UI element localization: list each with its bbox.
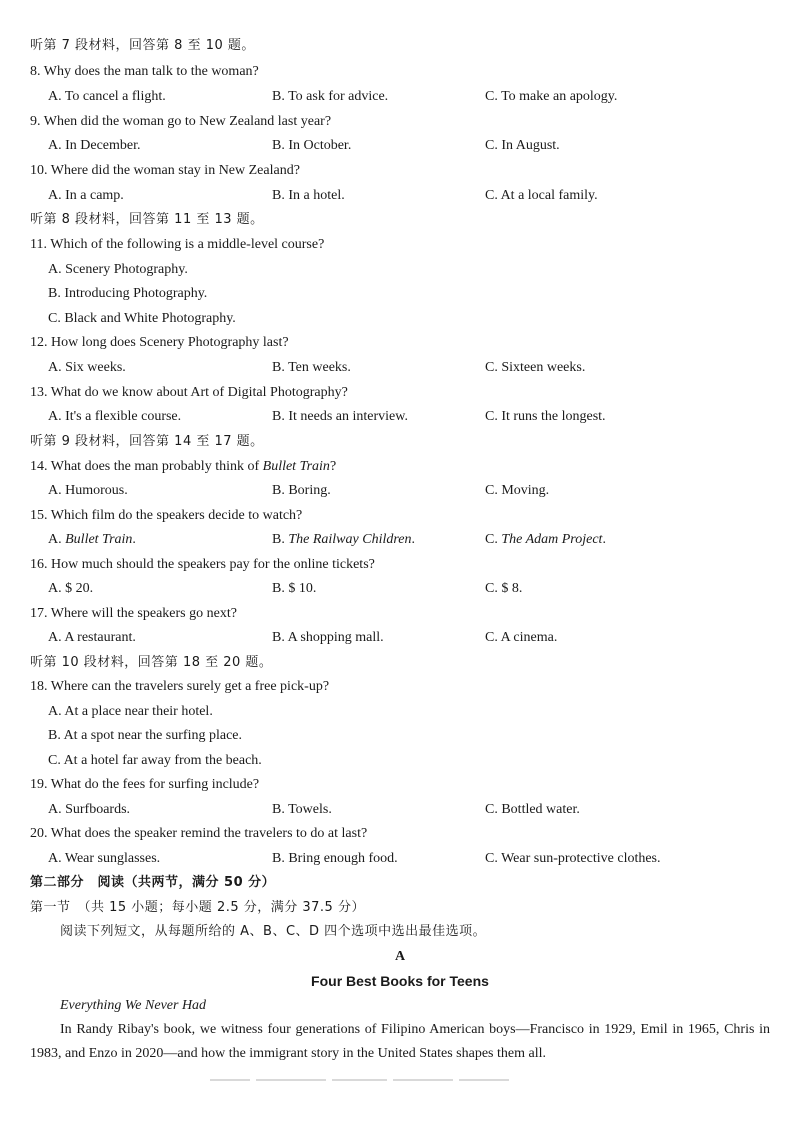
option-c: C. At a hotel far away from the beach. [48, 753, 262, 768]
option-punct: . [411, 532, 415, 547]
option-c: C. It runs the longest. [485, 409, 606, 424]
option-a [48, 528, 136, 552]
option-row [48, 134, 788, 158]
option-punct: . [602, 532, 606, 547]
option-c [485, 528, 606, 552]
section-header: 听第 9 段材料，回答第 14 至 17 题。 [30, 434, 264, 449]
question-stem [30, 455, 336, 479]
option-b: B. Towels. [272, 802, 332, 817]
option-b: B. Introducing Photography. [48, 286, 208, 301]
option-row [48, 798, 788, 822]
question-stem: 8. Why does the man talk to the woman? [30, 64, 259, 79]
question-stem: 12. How long does Scenery Photography last? [30, 335, 289, 350]
option-c: C. At a local family. [485, 188, 598, 203]
option-row [48, 626, 788, 650]
section-title: 第一节 （共 15 小题；每小题 2.5 分，满分 37.5 分） [30, 900, 365, 915]
option-row [48, 85, 788, 109]
question-stem: 19. What do the fees for surfing include? [30, 777, 260, 792]
option-a: A. In December. [48, 138, 141, 153]
option-c: C. To make an apology. [485, 89, 618, 104]
option-c: C. A cinema. [485, 630, 558, 645]
option-a: A. Scenery Photography. [48, 262, 188, 277]
option-row [48, 577, 788, 601]
film-title: The Railway Children [288, 532, 412, 547]
book-title-text: Everything We Never Had [60, 998, 207, 1013]
passage-letter: A [394, 949, 406, 964]
question-stem: 9. When did the woman go to New Zealand last year? [30, 114, 332, 129]
option-row [48, 847, 788, 871]
option-b: B. To ask for advice. [272, 89, 389, 104]
option-b: B. In a hotel. [272, 188, 345, 203]
part-title: 第二部分 阅读（共两节，满分 50 分） [30, 875, 276, 890]
option-row [48, 528, 788, 552]
footer-rule [210, 1072, 530, 1078]
book-title [60, 994, 206, 1018]
question-stem: 11. Which of the following is a middle-level course? [30, 237, 325, 252]
option-letter: A. [48, 532, 66, 547]
option-row [48, 184, 788, 208]
option-a: A. To cancel a flight. [48, 89, 166, 104]
question-stem: 15. Which film do the speakers decide to watch? [30, 508, 303, 523]
section-header: 听第 7 段材料，回答第 8 至 10 题。 [30, 38, 255, 53]
option-b: B. Boring. [272, 483, 331, 498]
option-row [48, 479, 788, 503]
option-c: C. Wear sun-protective clothes. [485, 851, 661, 866]
option-letter: B. [272, 532, 289, 547]
section-header: 听第 8 段材料，回答第 11 至 13 题。 [30, 212, 264, 227]
option-b: B. $ 10. [272, 581, 317, 596]
option-b: B. It needs an interview. [272, 409, 408, 424]
option-b [272, 528, 415, 552]
passage-title: Four Best Books for Teens [311, 973, 489, 989]
option-a: A. It's a flexible course. [48, 409, 182, 424]
option-a: A. Wear sunglasses. [48, 851, 161, 866]
stem-text: 14. What does the man probably think of [30, 459, 263, 474]
option-a: A. Surfboards. [48, 802, 131, 817]
option-c: C. In August. [485, 138, 560, 153]
film-title: The Adam Project [501, 532, 603, 547]
option-a: A. A restaurant. [48, 630, 136, 645]
option-a: A. Humorous. [48, 483, 128, 498]
option-a: A. At a place near their hotel. [48, 704, 213, 719]
question-stem: 16. How much should the speakers pay for the online tickets? [30, 557, 375, 572]
film-title: Bullet Train [65, 532, 133, 547]
passage-paragraph: In Randy Ribay's book, we witness four generations of Filipino American boys—Francisco in 1929, Emil in 1965, Chris in 1983, and Enzo in 2020—and how the immigrant story in the United States shapes them all. [30, 1022, 770, 1061]
film-title: Bullet Train [262, 459, 330, 474]
question-stem: 20. What does the speaker remind the travelers to do at last? [30, 826, 368, 841]
question-stem: 10. Where did the woman stay in New Zealand? [30, 163, 300, 178]
option-c: C. $ 8. [485, 581, 523, 596]
instruction: 阅读下列短文，从每题所给的 A、B、C、D 四个选项中选出最佳选项。 [60, 924, 487, 939]
option-punct: . [132, 532, 136, 547]
option-c: C. Sixteen weeks. [485, 360, 586, 375]
option-c: C. Bottled water. [485, 802, 580, 817]
section-header: 听第 10 段材料，回答第 18 至 20 题。 [30, 655, 273, 670]
option-c: C. Black and White Photography. [48, 311, 236, 326]
option-b: B. At a spot near the surfing place. [48, 728, 243, 743]
option-a: A. In a camp. [48, 188, 124, 203]
question-stem: 18. Where can the travelers surely get a free pick-up? [30, 679, 330, 694]
option-a: A. $ 20. [48, 581, 94, 596]
option-b: B. Bring enough food. [272, 851, 398, 866]
option-c: C. Moving. [485, 483, 550, 498]
stem-text: ? [329, 459, 337, 474]
option-letter: C. [485, 532, 502, 547]
option-a: A. Six weeks. [48, 360, 126, 375]
option-b: B. Ten weeks. [272, 360, 351, 375]
option-b: B. In October. [272, 138, 352, 153]
option-row [48, 356, 788, 380]
question-stem: 17. Where will the speakers go next? [30, 606, 237, 621]
question-stem: 13. What do we know about Art of Digital Photography? [30, 385, 348, 400]
option-row [48, 405, 788, 429]
option-b: B. A shopping mall. [272, 630, 384, 645]
